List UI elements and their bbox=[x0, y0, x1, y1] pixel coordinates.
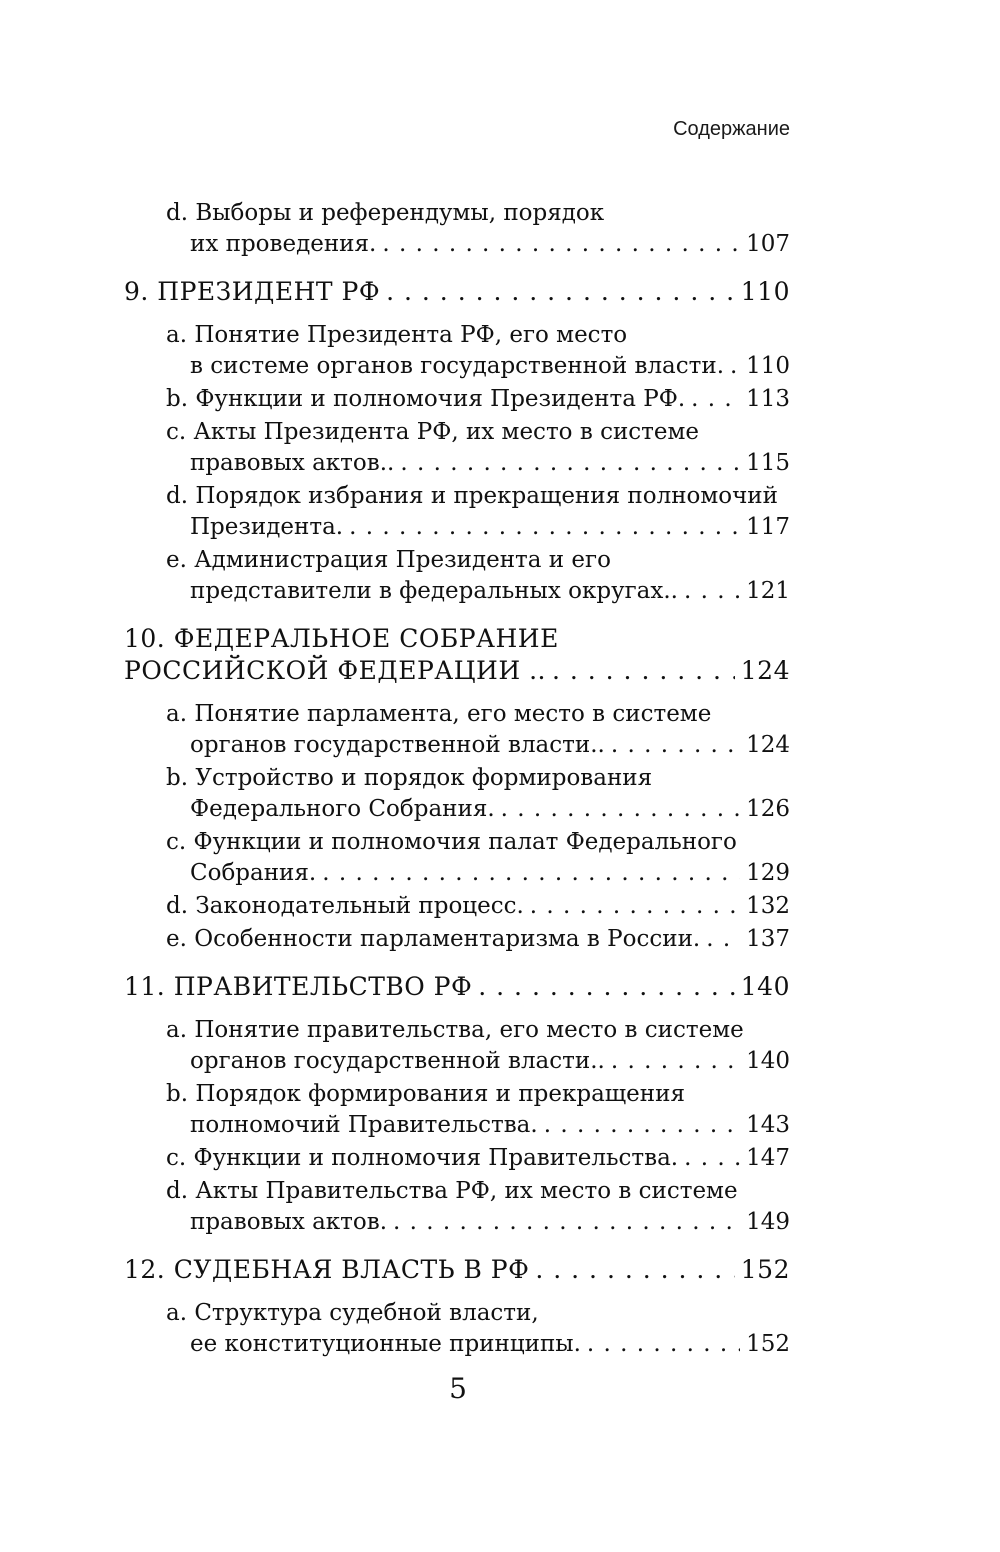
toc-entry-title-line2: Собрания. bbox=[190, 860, 317, 886]
toc-entry-title: е. Особенности парламентаризма в России. bbox=[166, 926, 701, 952]
dot-leader bbox=[382, 229, 740, 260]
toc-entry-title-line2: представители в федеральных округах.. bbox=[190, 578, 678, 604]
running-head: Содержание bbox=[673, 118, 790, 140]
dot-leader bbox=[552, 655, 735, 687]
toc-page-number: 110 bbox=[746, 353, 790, 379]
toc-entry[interactable] bbox=[124, 417, 790, 479]
dot-leader bbox=[691, 384, 740, 415]
toc-entry-title-line2: Федерального Собрания. bbox=[190, 796, 495, 822]
toc-entry[interactable] bbox=[124, 1015, 790, 1077]
toc-entry-title: b. Функции и полномочия Президента РФ. bbox=[166, 386, 686, 412]
toc-page-number: 149 bbox=[746, 1209, 790, 1235]
toc-entry[interactable] bbox=[124, 763, 790, 825]
toc-entry-title-line2: правовых актов. bbox=[190, 1209, 388, 1235]
toc-page-number: 140 bbox=[740, 972, 790, 1001]
toc-entry[interactable] bbox=[124, 384, 790, 415]
dot-leader bbox=[322, 858, 740, 889]
toc-entry-title-line2: их проведения. bbox=[190, 231, 377, 257]
toc-chapter-title-line1: 10. ФЕДЕРАЛЬНОЕ СОБРАНИЕ bbox=[124, 624, 559, 653]
toc-chapter[interactable] bbox=[124, 276, 790, 308]
toc-entry-title-line1: с. Акты Президента РФ, их место в системе bbox=[166, 419, 700, 445]
toc-entry-title-line1: b. Порядок формирования и прекращения bbox=[166, 1081, 685, 1107]
dot-leader bbox=[587, 1329, 740, 1360]
toc-chapter-title: 9. ПРЕЗИДЕНТ РФ bbox=[124, 277, 381, 306]
toc-page-number: 147 bbox=[746, 1145, 790, 1171]
dot-leader bbox=[393, 1207, 740, 1238]
toc-entry[interactable] bbox=[124, 198, 790, 260]
toc-entry-title-line1: а. Структура судебной власти, bbox=[166, 1300, 539, 1326]
toc-entry-title-line1: b. Устройство и порядок формирования bbox=[166, 765, 653, 791]
toc-entry-title-line2: Президента. bbox=[190, 514, 344, 540]
toc-entry[interactable] bbox=[124, 320, 790, 382]
toc-entry[interactable] bbox=[124, 827, 790, 889]
toc-entry[interactable] bbox=[124, 699, 790, 761]
toc-entry[interactable] bbox=[124, 924, 790, 955]
page-number-folio: 5 bbox=[449, 1372, 467, 1405]
toc-chapter-title: 11. ПРАВИТЕЛЬСТВО РФ bbox=[124, 972, 473, 1001]
toc-entry-title-line1: а. Понятие правительства, его место в системе bbox=[166, 1017, 744, 1043]
toc-entry[interactable] bbox=[124, 891, 790, 922]
toc-entry-title-line1: а. Понятие Президента РФ, его место bbox=[166, 322, 628, 348]
dot-leader bbox=[684, 1143, 740, 1174]
dot-leader bbox=[544, 1110, 740, 1141]
toc-entry-title-line2: правовых актов.. bbox=[190, 450, 395, 476]
dot-leader bbox=[706, 924, 740, 955]
toc-entry-title-line2: полномочий Правительства. bbox=[190, 1112, 538, 1138]
toc-page-number: 124 bbox=[740, 656, 790, 685]
toc-page-number: 132 bbox=[746, 893, 790, 919]
table-of-contents bbox=[124, 198, 790, 1362]
toc-page-number: 129 bbox=[746, 860, 790, 886]
toc-chapter[interactable] bbox=[124, 623, 790, 687]
toc-entry[interactable] bbox=[124, 1176, 790, 1238]
dot-leader bbox=[611, 1046, 740, 1077]
toc-page-number: 121 bbox=[746, 578, 790, 604]
toc-entry-title-line2: органов государственной власти.. bbox=[190, 732, 605, 758]
toc-page-number: 110 bbox=[740, 277, 790, 306]
toc-chapter-title-line2: РОССИЙСКОЙ ФЕДЕРАЦИИ .. bbox=[124, 656, 546, 685]
toc-page-number: 152 bbox=[740, 1255, 790, 1284]
toc-entry-title-line2: органов государственной власти.. bbox=[190, 1048, 605, 1074]
toc-page-number: 124 bbox=[746, 732, 790, 758]
toc-chapter-title: 12. СУДЕБНАЯ ВЛАСТЬ В РФ bbox=[124, 1255, 530, 1284]
toc-page-number: 115 bbox=[746, 450, 790, 476]
toc-entry-title-line1: d. Акты Правительства РФ, их место в системе bbox=[166, 1178, 738, 1204]
dot-leader bbox=[611, 730, 740, 761]
dot-leader bbox=[400, 448, 740, 479]
toc-page-number: 117 bbox=[746, 514, 790, 540]
toc-chapter[interactable] bbox=[124, 971, 790, 1003]
toc-entry[interactable] bbox=[124, 1079, 790, 1141]
toc-entry[interactable] bbox=[124, 1143, 790, 1174]
toc-page-number: 137 bbox=[746, 926, 790, 952]
toc-entry-title: d. Законодательный процесс. bbox=[166, 893, 524, 919]
toc-entry-title-line2: ее конституционные принципы. bbox=[190, 1331, 581, 1357]
dot-leader bbox=[535, 1254, 734, 1286]
toc-page-number: 152 bbox=[746, 1331, 790, 1357]
toc-entry[interactable] bbox=[124, 481, 790, 543]
toc-entry[interactable] bbox=[124, 545, 790, 607]
dot-leader bbox=[684, 576, 740, 607]
dot-leader bbox=[478, 971, 735, 1003]
toc-entry-title-line1: d. Выборы и референдумы, порядок bbox=[166, 200, 605, 226]
toc-entry-title: с. Функции и полномочия Правительства. bbox=[166, 1145, 679, 1171]
toc-chapter[interactable] bbox=[124, 1254, 790, 1286]
toc-entry-title-line1: е. Администрация Президента и его bbox=[166, 547, 611, 573]
toc-entry-title-line1: с. Функции и полномочия палат Федерального bbox=[166, 829, 737, 855]
toc-entry-title-line1: d. Порядок избрания и прекращения полномочий bbox=[166, 483, 778, 509]
toc-page-number: 113 bbox=[746, 386, 790, 412]
dot-leader bbox=[349, 512, 740, 543]
toc-page-number: 143 bbox=[746, 1112, 790, 1138]
toc-page-number: 107 bbox=[746, 231, 790, 257]
toc-entry-title-line2: в системе органов государственной власти. bbox=[190, 353, 725, 379]
toc-entry-title-line1: а. Понятие парламента, его место в системе bbox=[166, 701, 712, 727]
dot-leader bbox=[386, 276, 735, 308]
toc-entry[interactable] bbox=[124, 1298, 790, 1360]
dot-leader bbox=[730, 351, 740, 382]
toc-page-number: 126 bbox=[746, 796, 790, 822]
dot-leader bbox=[530, 891, 740, 922]
dot-leader bbox=[501, 794, 740, 825]
toc-page-number: 140 bbox=[746, 1048, 790, 1074]
